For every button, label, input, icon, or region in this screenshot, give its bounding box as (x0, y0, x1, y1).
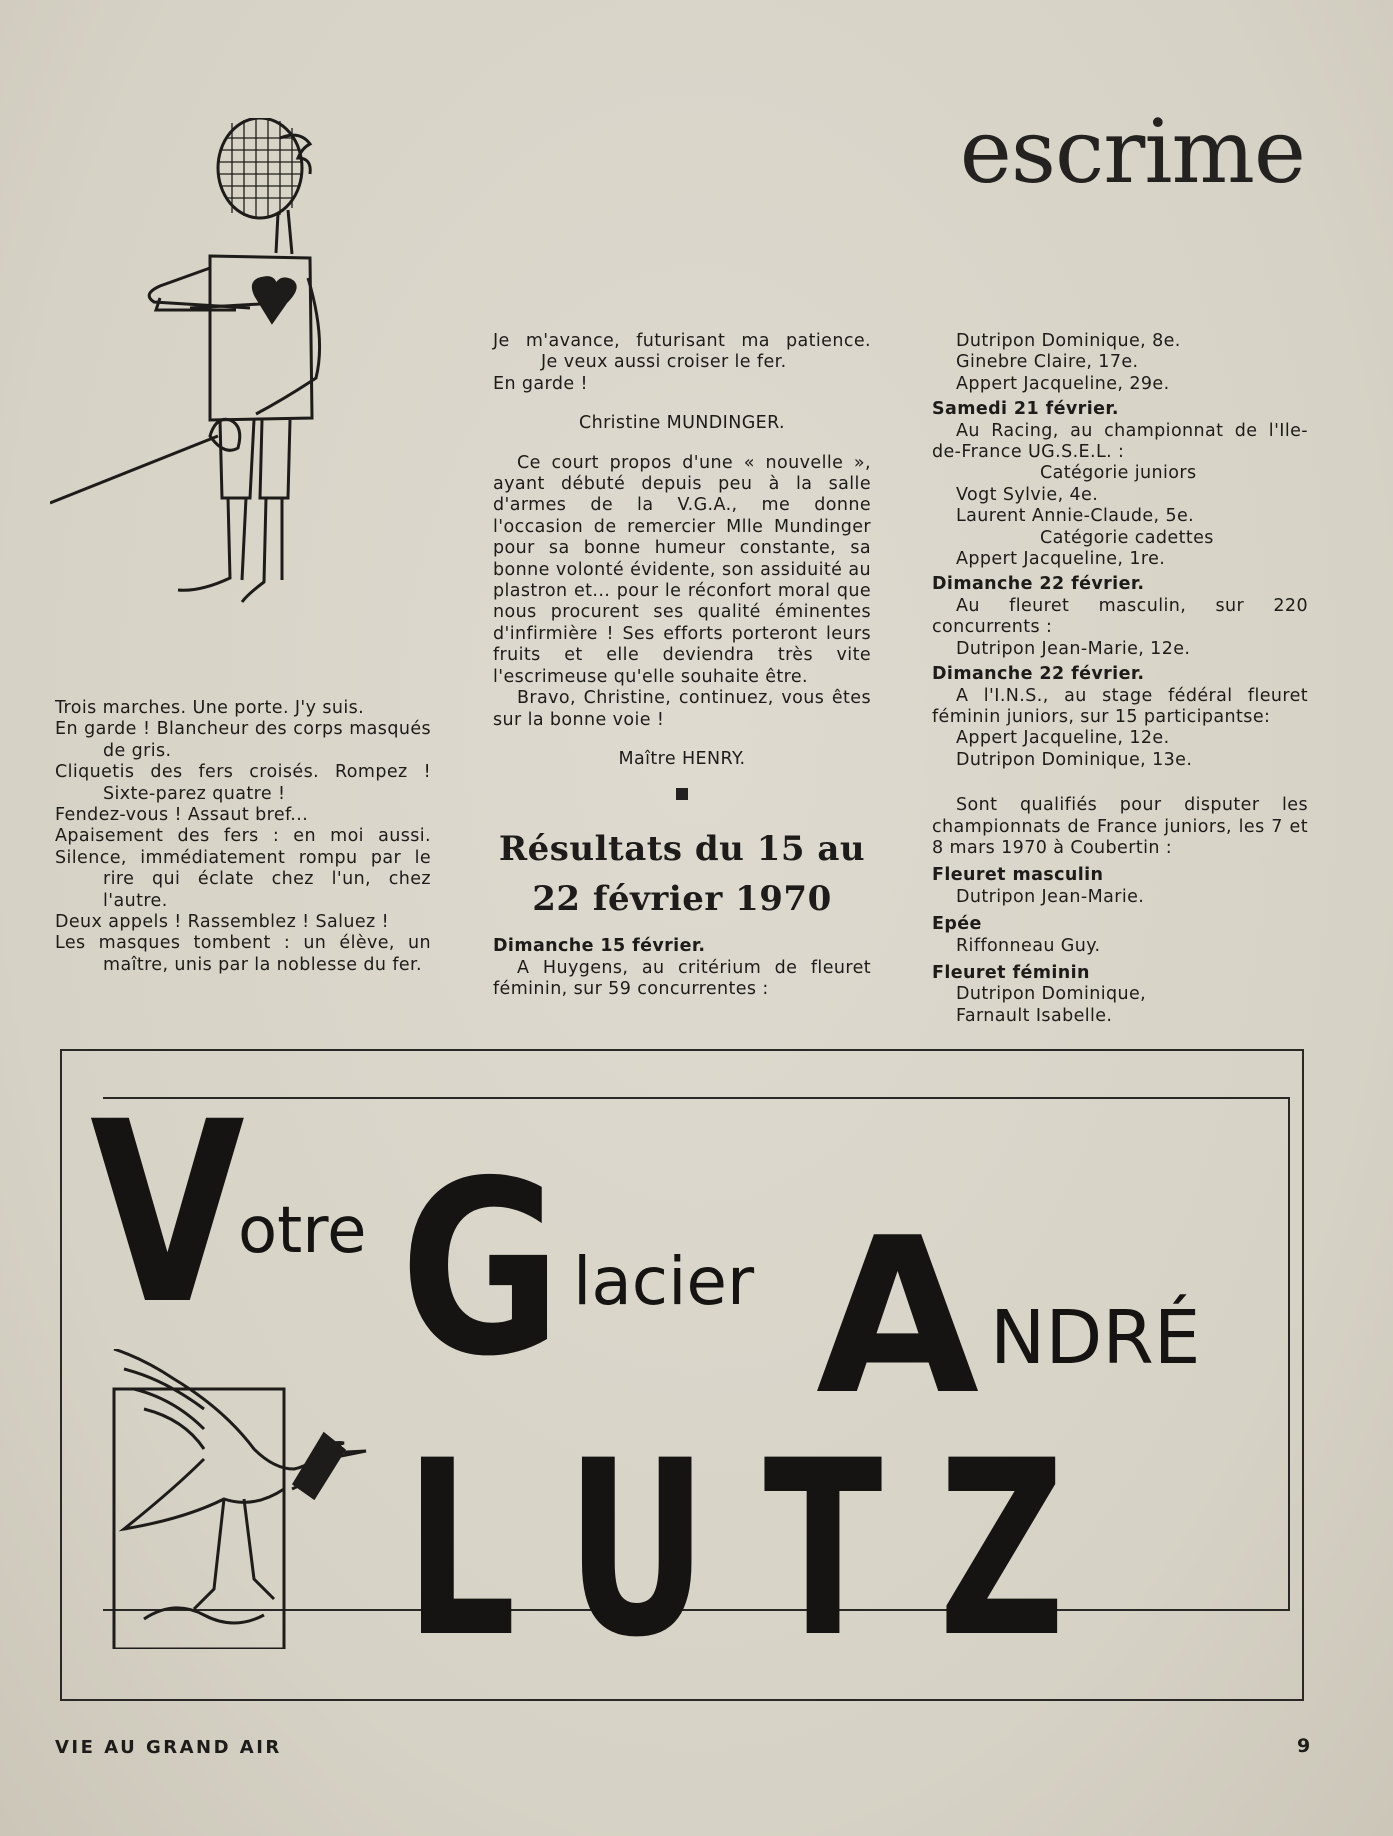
category-label: Catégorie cadettes (1040, 527, 1214, 548)
result-entry: Dutripon Dominique, 13e. (956, 749, 1193, 770)
body-paragraph: Bravo, Christine, continuez, vous êtes sur la bonne voie ! (493, 688, 871, 730)
section-divider (676, 788, 688, 800)
fencer-illustration (50, 118, 360, 628)
ad-word-lacier: lacier (573, 1243, 755, 1320)
category-label: Catégorie juniors (1040, 463, 1197, 484)
result-text: A Huygens, au critérium de fleuret féminin, sur 59 concurrentes : (493, 957, 871, 1000)
result-entry: Appert Jacqueline, 1re. (956, 549, 1166, 570)
result-entry: Ginebre Claire, 17e. (956, 352, 1139, 373)
result-entry: Vogt Sylvie, 4e. (956, 484, 1099, 505)
date-heading: Dimanche 22 février. (932, 664, 1145, 685)
result-entry: Riffonneau Guy. (956, 935, 1101, 956)
publication-name: VIE AU GRAND AIR (55, 1737, 282, 1758)
poem-end-line: Je m'avance, futurisant ma patience. (493, 331, 871, 351)
result-entry: Dutripon Jean-Marie. (956, 886, 1145, 907)
ad-word-otre: otre (238, 1194, 367, 1268)
ad-letter-g: G (400, 1129, 562, 1409)
page-title: escrime (959, 100, 1305, 203)
result-entry: Dutripon Jean-Marie, 12e. (956, 638, 1191, 659)
result-entry: Appert Jacqueline, 29e. (956, 373, 1170, 394)
poem-line: Cliquetis des fers croisés. Rompez ! Sixte-parez quatre ! (55, 762, 431, 804)
category-heading: Fleuret féminin (932, 962, 1090, 983)
ad-word-ndre: NDRÉ (990, 1295, 1201, 1381)
advertisement (60, 1049, 1302, 1699)
result-entry: Dutripon Dominique, 8e. (956, 331, 1181, 351)
article-column-2 (493, 331, 871, 1001)
poem-line: Deux appels ! Rassemblez ! Saluez ! (55, 912, 390, 933)
ad-letter-a: A (816, 1191, 980, 1442)
date-heading: Dimanche 15 février. (493, 936, 706, 957)
qualified-text: Sont qualifiés pour disputer les championnats de France juniors, les 7 et 8 mars 1970 à Coubertin : (932, 795, 1308, 858)
result-text: Au Racing, au championnat de l'Ile-de-France UG.S.E.L. : (932, 420, 1308, 463)
result-text: A l'I.N.S., au stage fédéral fleuret féminin juniors, sur 15 participantse: (932, 685, 1308, 727)
ad-word-lutz: LUTZ (405, 1409, 1122, 1691)
poem-line: En garde ! Blancheur des corps masqués de gris. (55, 719, 431, 761)
poem-line: Apaisement des fers : en moi aussi. (55, 826, 431, 847)
poem-line: Les masques tombent : un élève, un maître, unis par la noblesse du fer. (55, 933, 431, 975)
author-signature: Christine MUNDINGER. (578, 413, 786, 434)
result-text: Au fleuret masculin, sur 220 concurrents : (932, 595, 1308, 638)
category-heading: Fleuret masculin (932, 865, 1104, 886)
result-entry: Appert Jacqueline, 12e. (956, 728, 1170, 749)
date-heading: Dimanche 22 février. (932, 574, 1145, 595)
results-column-3 (932, 331, 1308, 1027)
poem-end-line: Je veux aussi croiser le fer. (541, 352, 787, 373)
body-paragraph: Ce court propos d'une « nouvelle », ayant débuté depuis peu à la salle d'armes de la V.G.A., me donne l'occasion de remercier Mlle Mundinger pour sa bonne humeur constante, sa bonne volonté évidente, son assiduité au plastron et... pour le réconfort moral que nous procurent ses qualité éminentes d'infirmière ! Ses efforts porteront leurs fruits et elle deviendra très vite l'escrimeuse qu'elle souhaite être. (493, 452, 871, 687)
stork-illustration (104, 1349, 394, 1649)
poem-line: Fendez-vous ! Assaut bref... (55, 805, 309, 826)
poem-column (55, 698, 431, 976)
author-signature: Maître HENRY. (618, 748, 746, 769)
result-entry: Dutripon Dominique, (956, 984, 1147, 1005)
category-heading: Epée (932, 914, 982, 935)
ad-letter-v: V (90, 1068, 245, 1359)
page-number: 9 (1297, 1735, 1311, 1757)
poem-line: Trois marches. Une porte. J'y suis. (55, 698, 365, 718)
poem-end-line: En garde ! (493, 373, 588, 394)
date-heading: Samedi 21 février. (932, 399, 1119, 420)
result-entry: Farnault Isabelle. (956, 1005, 1113, 1026)
poem-line: Silence, immédiatement rompu par le rire qui éclate chez l'un, chez l'autre. (55, 847, 431, 911)
result-entry: Laurent Annie-Claude, 5e. (956, 506, 1195, 527)
section-heading: Résultats du 15 au 22 février 1970 (498, 829, 866, 920)
